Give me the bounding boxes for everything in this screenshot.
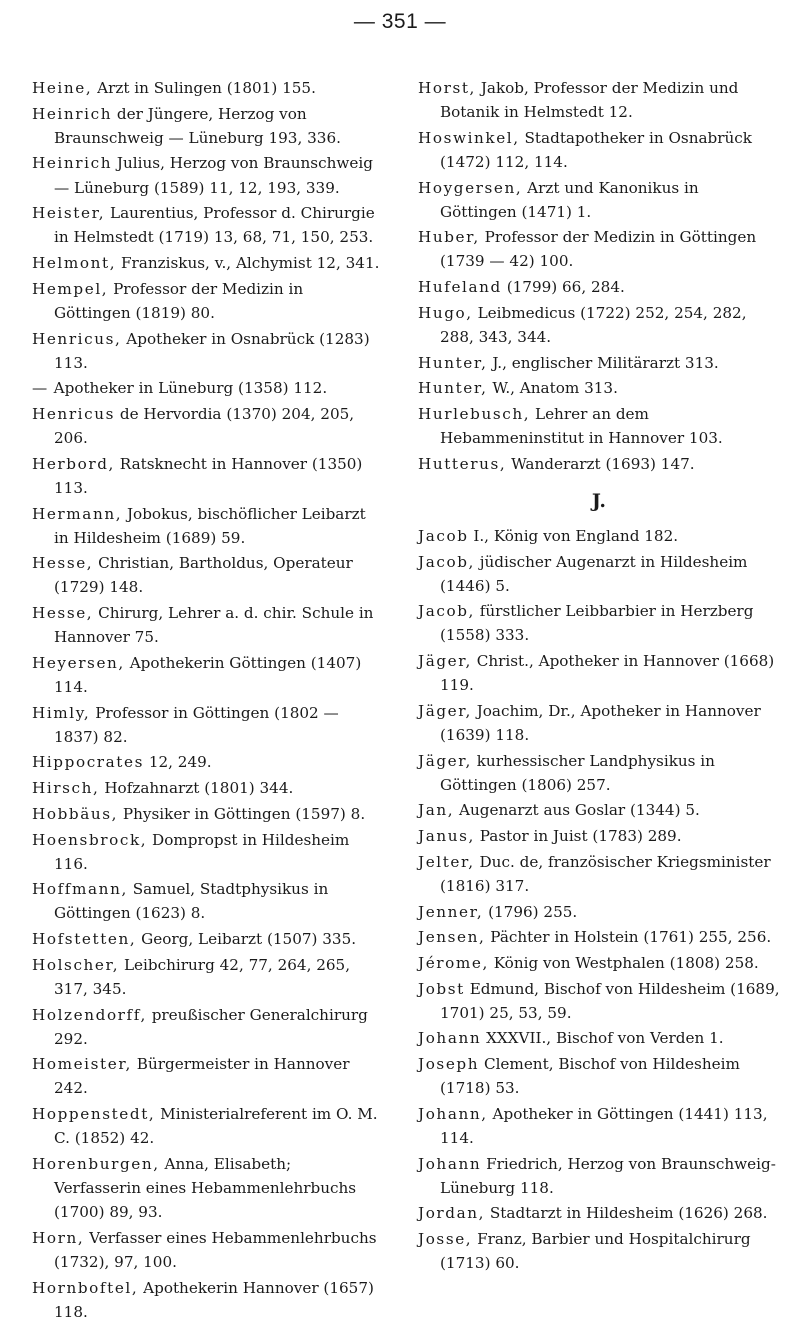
entry-detail: Hofzahnarzt (1801) 344. bbox=[104, 779, 294, 798]
index-entry bbox=[32, 376, 380, 400]
entry-name: Johann bbox=[418, 1029, 482, 1048]
index-entry bbox=[32, 1152, 380, 1224]
index-entry bbox=[418, 749, 780, 797]
index-entry bbox=[418, 1152, 780, 1200]
entry-detail: der Jüngere, Herzog von Braunschweig — Lüneburg 193, 336. bbox=[54, 104, 341, 147]
entry-detail: Arzt in Sulingen (1801) 155. bbox=[97, 79, 316, 97]
entry-name: Heyersen, bbox=[32, 653, 125, 672]
entry-name: Hunter, bbox=[418, 353, 488, 372]
entry-detail: Ministerialreferent im O. M. C. (1852) 42. bbox=[54, 1105, 378, 1148]
entry-name: Hoswinkel, bbox=[418, 128, 520, 147]
index-entry bbox=[32, 776, 380, 800]
index-entry bbox=[32, 102, 380, 150]
index-entry bbox=[32, 750, 380, 774]
index-entry bbox=[32, 551, 380, 599]
index-entry bbox=[418, 649, 780, 697]
entry-detail: I., König von England 182. bbox=[473, 526, 679, 545]
entry-name: Himly, bbox=[32, 703, 91, 722]
entry-detail: Stadtapotheker in Osnabrück (1472) 112, 114. bbox=[440, 128, 753, 171]
entry-detail: fürstlicher Leibbarbier in Herzberg (1558) 333. bbox=[440, 602, 754, 645]
entry-detail: Friedrich, Herzog von Braunschweig-Lüneburg 118. bbox=[440, 1154, 776, 1197]
entry-name: Hobbäus, bbox=[32, 804, 119, 823]
index-entry bbox=[32, 802, 380, 826]
entry-detail: Arzt und Kanonikus in Göttingen (1471) 1. bbox=[440, 178, 699, 221]
entry-detail: Physiker in Göttingen (1597) 8. bbox=[122, 804, 366, 823]
entry-name: Hoensbrock, bbox=[32, 830, 148, 849]
entry-detail: Laurentius, Professor d. Chirurgie in Helmstedt (1719) 13, 68, 71, 150, 253. bbox=[54, 204, 375, 247]
entry-name: Hirsch, bbox=[32, 779, 100, 798]
entry-name: Jacob, bbox=[418, 552, 475, 571]
index-entry bbox=[418, 599, 780, 647]
entry-detail: Apothekerin Göttingen (1407) 114. bbox=[54, 653, 362, 696]
index-entry bbox=[32, 327, 380, 375]
index-entry bbox=[32, 1052, 380, 1100]
entry-detail: (1799) 66, 284. bbox=[506, 278, 625, 297]
entry-detail: Apotheker in Göttingen (1441) 113, 114. bbox=[440, 1104, 768, 1147]
index-entry bbox=[418, 900, 780, 924]
entry-detail: Duc. de, französischer Kriegsminister (1816) 317. bbox=[440, 852, 771, 895]
entry-detail: Chirurg, Lehrer a. d. chir. Schule in Hannover 75. bbox=[54, 604, 374, 647]
entry-detail: XXXVII., Bischof von Verden 1. bbox=[486, 1029, 724, 1048]
index-entry bbox=[418, 699, 780, 747]
entry-detail: Joachim, Dr., Apotheker in Hannover (1639) 118. bbox=[440, 701, 761, 744]
entry-name: Josse, bbox=[418, 1230, 473, 1249]
entry-name: Hempel, bbox=[32, 279, 109, 298]
index-section-j bbox=[418, 524, 780, 1276]
index-entry bbox=[418, 1102, 780, 1150]
entry-name: Henricus, bbox=[32, 329, 122, 348]
entry-name: Jobst bbox=[418, 979, 465, 998]
entry-detail: Pächter in Holstein (1761) 255, 256. bbox=[490, 928, 772, 947]
entry-name: Jacob bbox=[418, 526, 469, 545]
entry-detail: König von Westphalen (1808) 258. bbox=[493, 953, 759, 972]
index-entry bbox=[418, 76, 780, 124]
index-entry bbox=[418, 798, 780, 822]
index-entry bbox=[418, 524, 780, 548]
entry-detail: Christ., Apotheker in Hannover (1668) 119. bbox=[440, 652, 775, 695]
index-entry bbox=[418, 951, 780, 975]
index-entry bbox=[418, 376, 780, 400]
entry-detail: Anna, Elisabeth; Verfasserin eines Hebammenlehrbuchs (1700) 89, 93. bbox=[54, 1154, 357, 1222]
entry-name: Homeister, bbox=[32, 1055, 132, 1074]
entry-detail: W., Anatom 313. bbox=[492, 379, 618, 398]
entry-detail: Leibmedicus (1722) 252, 254, 282, 288, 343, 344. bbox=[440, 303, 747, 346]
entry-name: Jenner, bbox=[418, 902, 484, 921]
index-entry bbox=[418, 1227, 780, 1275]
index-entry bbox=[32, 251, 380, 275]
index-entry bbox=[32, 76, 380, 100]
entry-detail: Lehrer an dem Hebammeninstitut in Hannover 103. bbox=[440, 404, 723, 448]
entry-detail: Apothekerin Hannover (1657) 118. bbox=[54, 1278, 374, 1321]
entry-detail: Edmund, Bischof von Hildesheim (1689, 1701) 25, 53, 59. bbox=[440, 979, 780, 1022]
entry-name: Hippocrates bbox=[32, 753, 144, 772]
index-entry bbox=[418, 225, 780, 273]
entry-name: Hermann, bbox=[32, 504, 123, 523]
entry-detail: Stadtarzt in Hildesheim (1626) 268. bbox=[489, 1204, 768, 1223]
entry-name: Horn, bbox=[32, 1228, 85, 1247]
index-entry bbox=[418, 176, 780, 224]
entry-name: Johann bbox=[418, 1154, 482, 1173]
entry-name: Helmont, bbox=[32, 254, 117, 273]
index-entry bbox=[32, 1276, 380, 1324]
index-entry bbox=[32, 201, 380, 249]
entry-detail: Apotheker in Osnabrück (1283) 113. bbox=[54, 329, 370, 372]
index-entry bbox=[32, 953, 380, 1001]
index-entry bbox=[418, 824, 780, 848]
entry-detail: Dompropst in Hildesheim 116. bbox=[54, 830, 350, 873]
entry-detail: jüdischer Augenarzt in Hildesheim (1446) 5. bbox=[440, 552, 748, 595]
index-entry bbox=[418, 301, 780, 349]
index-entry bbox=[418, 402, 780, 450]
entry-name: Janus, bbox=[418, 827, 475, 846]
entry-name: Jordan, bbox=[418, 1204, 486, 1223]
entry-name: Hofstetten, bbox=[32, 930, 137, 949]
entry-name: Herbord, bbox=[32, 454, 115, 473]
index-entry bbox=[418, 1026, 780, 1050]
index-entry bbox=[418, 850, 780, 898]
entry-detail: Verfasser eines Hebammenlehrbuchs (1732), 97, 100. bbox=[54, 1228, 377, 1271]
index-entry bbox=[32, 1003, 380, 1051]
entry-name: Hoygersen, bbox=[418, 178, 523, 197]
entry-name: Jacob, bbox=[418, 602, 475, 621]
index-entry bbox=[32, 877, 380, 925]
entry-name: Hufeland bbox=[418, 278, 502, 297]
entry-name: Horenburgen, bbox=[32, 1154, 160, 1173]
entry-name: Hesse, bbox=[32, 554, 94, 573]
entry-detail: Augenarzt aus Goslar (1344) 5. bbox=[458, 801, 700, 820]
entry-name: Heinrich bbox=[32, 104, 113, 123]
entry-name: Jäger, bbox=[418, 751, 472, 770]
entry-name: Hoffmann, bbox=[32, 880, 128, 899]
entry-detail: Franz, Barbier und Hospitalchirurg (1713) 60. bbox=[440, 1230, 751, 1273]
entry-name: Henricus bbox=[32, 404, 116, 423]
index-entry bbox=[32, 277, 380, 325]
index-entry bbox=[418, 925, 780, 949]
page-number: — 351 — bbox=[353, 10, 447, 33]
index-entry bbox=[32, 651, 380, 699]
index-entry bbox=[32, 701, 380, 749]
entry-name: Jäger, bbox=[418, 701, 472, 720]
entry-name: Hornboftel, bbox=[32, 1278, 139, 1297]
entry-name: Jan, bbox=[418, 801, 455, 820]
index-entry bbox=[418, 1052, 780, 1100]
index-entry bbox=[32, 1226, 380, 1274]
entry-name: Jelter, bbox=[418, 852, 475, 871]
entry-detail: Jobokus, bischöflicher Leibarzt in Hildesheim (1689) 59. bbox=[54, 504, 366, 547]
entry-detail: Jakob, Professor der Medizin und Botanik in Helmstedt 12. bbox=[440, 79, 739, 122]
index-entry bbox=[418, 126, 780, 174]
entry-detail: preußischer Generalchirurg 292. bbox=[54, 1005, 368, 1048]
entry-detail: Georg, Leibarzt (1507) 335. bbox=[141, 930, 357, 949]
entry-name: Hurlebusch, bbox=[418, 404, 531, 423]
index-entry bbox=[32, 151, 380, 199]
entry-name: Huber, bbox=[418, 228, 480, 247]
entry-name: Joseph bbox=[418, 1055, 480, 1074]
entry-detail: Wanderarzt (1693) 147. bbox=[511, 454, 695, 473]
entry-detail: 12, 249. bbox=[148, 753, 212, 772]
entry-name: Heinrich bbox=[32, 154, 113, 173]
index-entry bbox=[32, 927, 380, 951]
entry-name: Jensen, bbox=[418, 928, 486, 947]
index-entry bbox=[32, 502, 380, 550]
entry-name: Holscher, bbox=[32, 955, 120, 974]
index-column-left bbox=[32, 76, 380, 1325]
entry-detail: Professor der Medizin in Göttingen (1739 — 42) 100. bbox=[440, 228, 757, 271]
index-entry bbox=[418, 275, 780, 299]
index-entry bbox=[32, 828, 380, 876]
section-letter-j: J. bbox=[591, 489, 607, 512]
entry-name: Hutterus, bbox=[418, 454, 507, 473]
entry-name: Johann, bbox=[418, 1104, 488, 1123]
entry-name: Jäger, bbox=[418, 652, 472, 671]
entry-detail: Bürgermeister in Hannover 242. bbox=[54, 1055, 350, 1098]
entry-name: Hugo, bbox=[418, 303, 473, 322]
entry-detail: Pastor in Juist (1783) 289. bbox=[479, 827, 682, 846]
index-entry bbox=[418, 550, 780, 598]
entry-detail: Franziskus, v., Alchymist 12, 341. bbox=[120, 254, 380, 273]
entry-detail: Clement, Bischof von Hildesheim (1718) 53. bbox=[440, 1055, 740, 1098]
index-section-h bbox=[418, 76, 780, 476]
entry-name: Hunter, bbox=[418, 379, 488, 398]
entry-detail: Professor der Medizin in Göttingen (1819) 80. bbox=[54, 279, 304, 322]
entry-name: Heister, bbox=[32, 204, 106, 223]
entry-name: Hoppenstedt, bbox=[32, 1105, 156, 1124]
entry-name: Holzendorff, bbox=[32, 1005, 147, 1024]
index-entry bbox=[418, 452, 780, 476]
index-entry bbox=[32, 1102, 380, 1150]
entry-name: — bbox=[32, 379, 49, 398]
index-entry bbox=[32, 402, 380, 450]
index-entry bbox=[32, 452, 380, 500]
index-entry bbox=[418, 351, 780, 375]
entry-detail: kurhessischer Landphysikus in Göttingen (1806) 257. bbox=[440, 751, 715, 794]
entry-name: Hesse, bbox=[32, 604, 94, 623]
entry-detail: Professor in Göttingen (1802 — 1837) 82. bbox=[54, 703, 339, 746]
index-entry bbox=[418, 1201, 780, 1225]
entry-detail: Samuel, Stadtphysikus in Göttingen (1623) 8. bbox=[54, 880, 329, 923]
entry-detail: Christian, Bartholdus, Operateur (1729) 148. bbox=[54, 554, 353, 597]
entry-detail: Leibchirurg 42, 77, 264, 265, 317, 345. bbox=[54, 955, 351, 998]
index-entry bbox=[32, 601, 380, 649]
entry-detail: Apotheker in Lüneburg (1358) 112. bbox=[53, 379, 328, 398]
entry-detail: J., englischer Militärarzt 313. bbox=[492, 353, 719, 372]
index-entry bbox=[418, 977, 780, 1025]
entry-detail: de Hervordia (1370) 204, 205, 206. bbox=[54, 404, 355, 448]
entry-detail: Julius, Herzog von Braunschweig — Lüneburg (1589) 11, 12, 193, 339. bbox=[54, 154, 373, 197]
entry-name: Horst, bbox=[418, 79, 476, 97]
index-column-right bbox=[418, 76, 780, 1277]
entry-detail: (1796) 255. bbox=[488, 902, 578, 921]
entry-detail: Ratsknecht in Hannover (1350) 113. bbox=[54, 454, 363, 497]
entry-name: Jérome, bbox=[418, 953, 489, 972]
entry-name: Heine, bbox=[32, 79, 93, 97]
